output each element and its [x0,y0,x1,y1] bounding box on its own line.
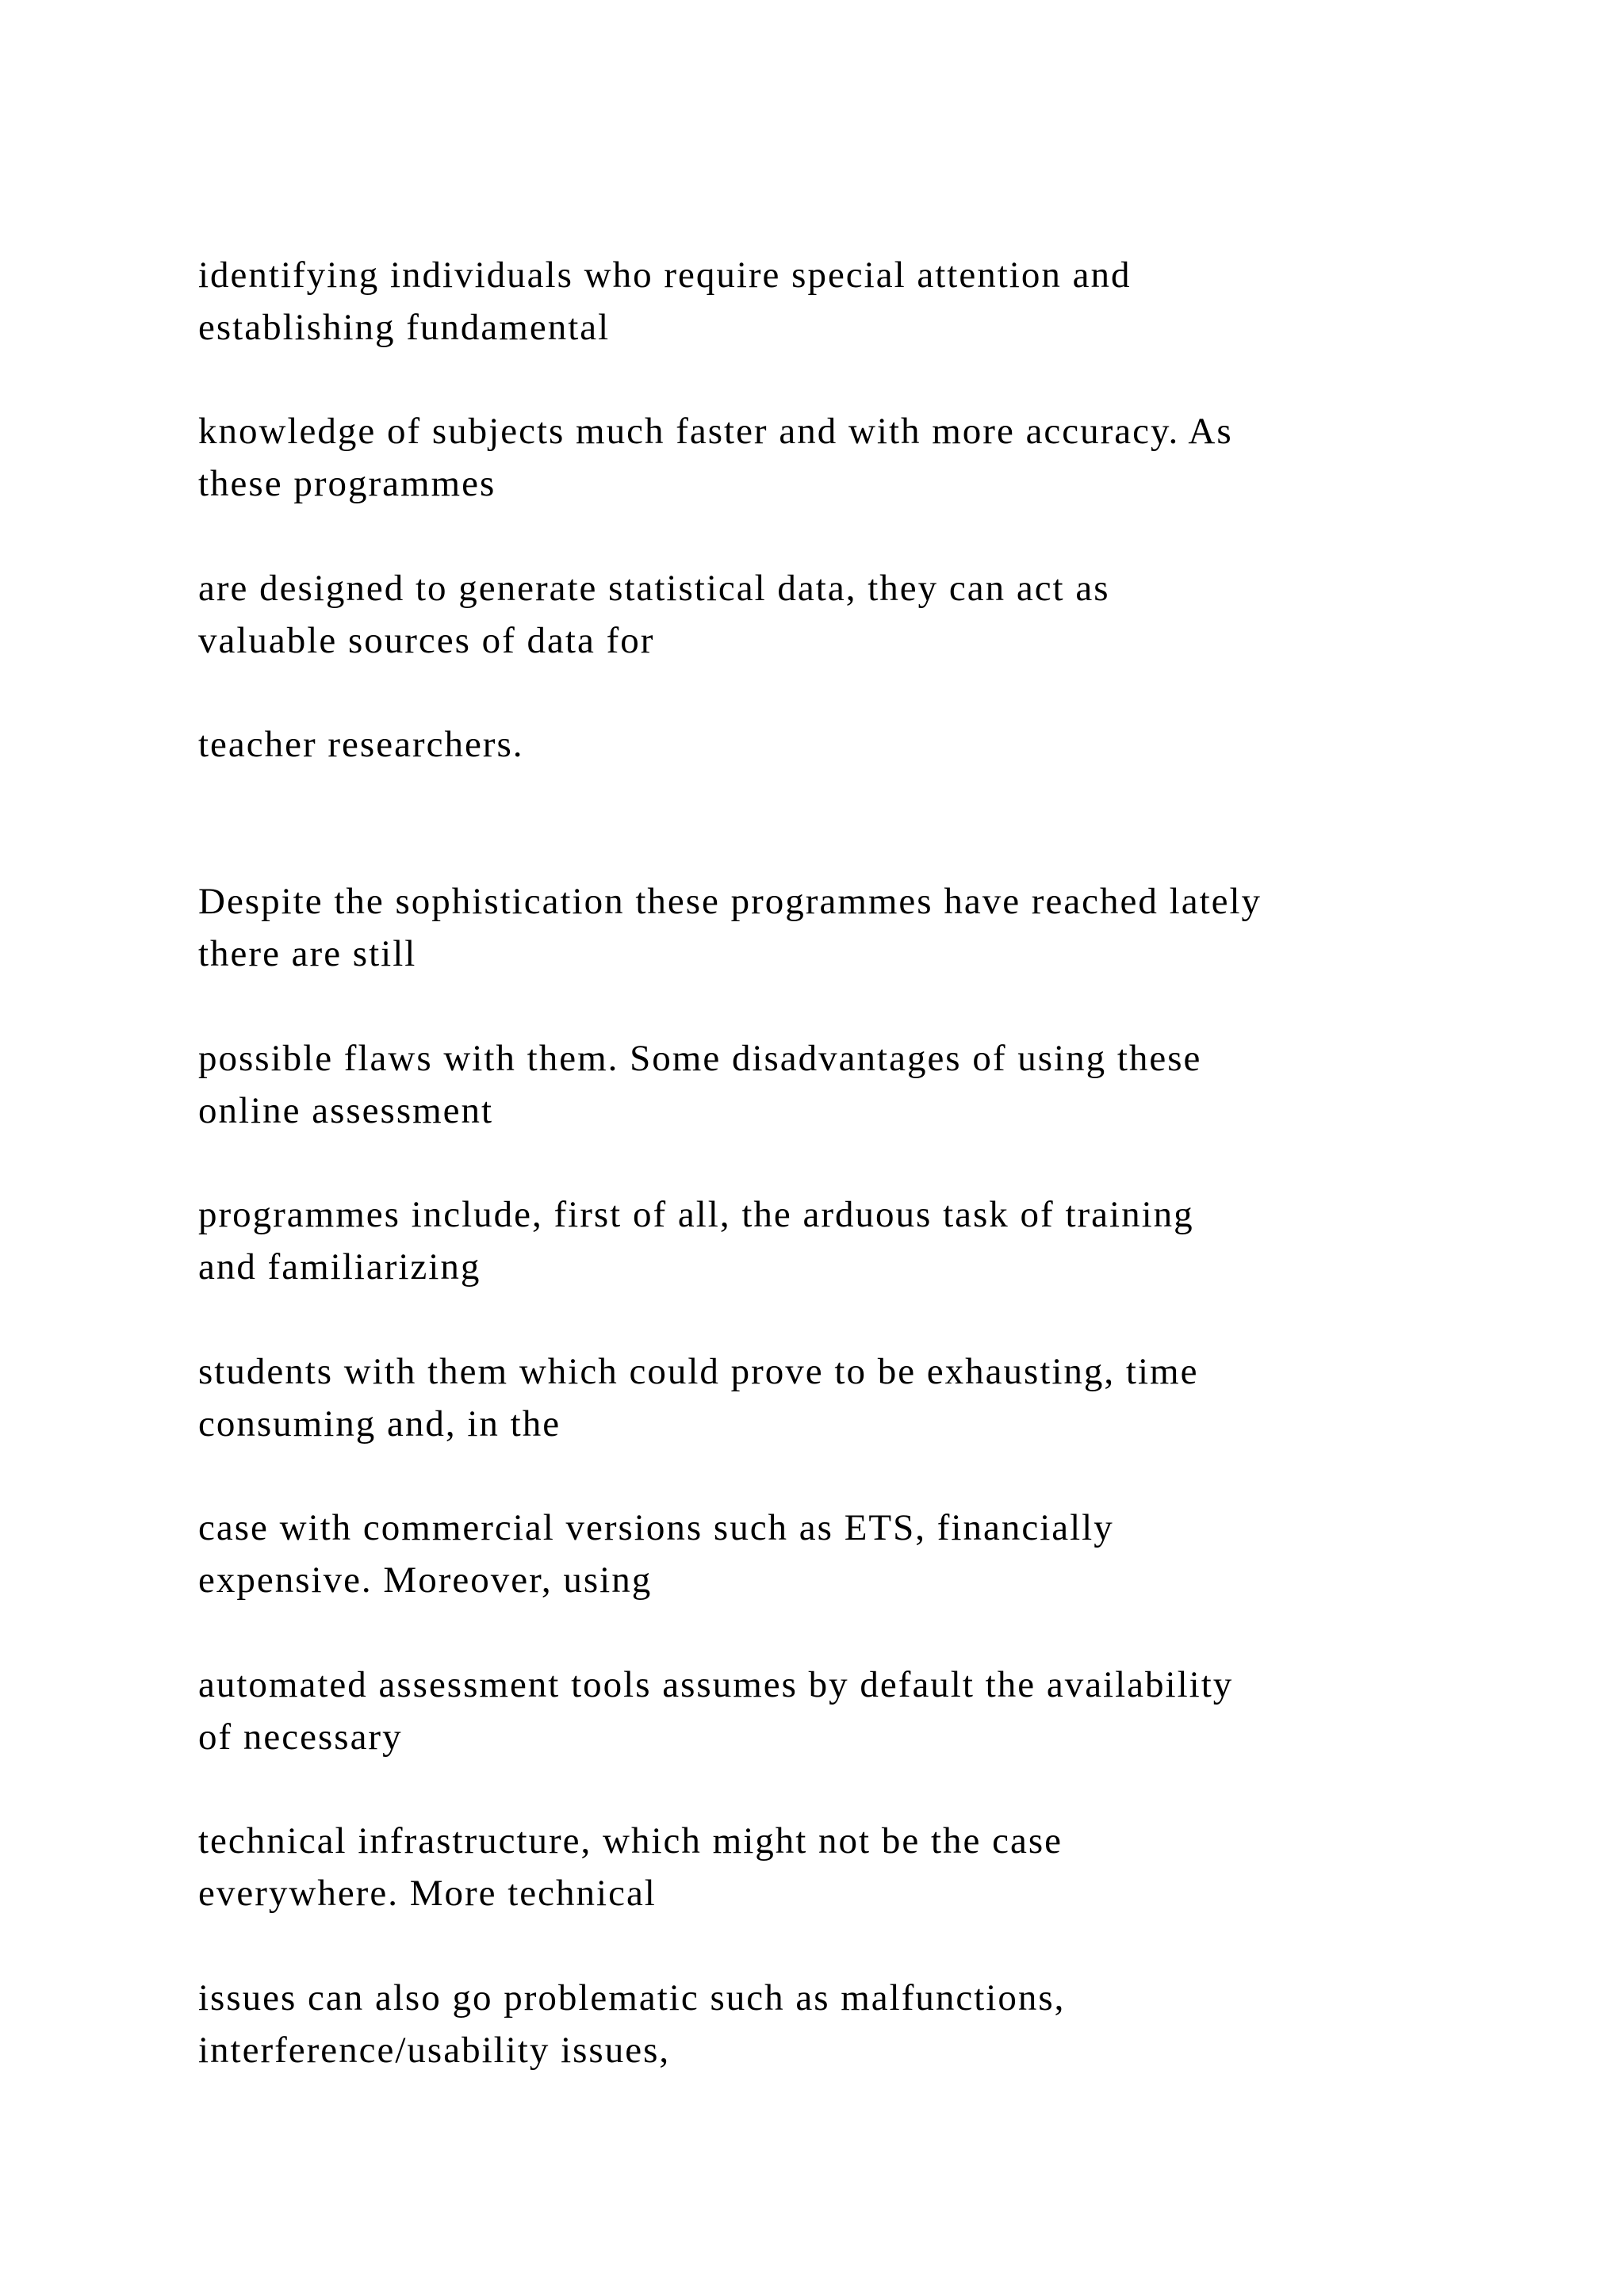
paragraph-11 [198,1815,1063,1919]
text-line: these programmes [198,463,496,504]
text-line: programmes include, first of all, the arduous task of training [198,1194,1194,1235]
paragraph-9 [198,1502,1114,1606]
paragraph-10 [198,1659,1233,1763]
text-line: teacher researchers. [198,724,524,765]
text-line: students with them which could prove to be exhausting, time [198,1351,1199,1392]
text-line: expensive. Moreover, using [198,1559,653,1601]
text-line: establishing fundamental [198,307,611,348]
paragraph-8 [198,1345,1198,1450]
text-line: technical infrastructure, which might not be the case [198,1820,1063,1862]
text-line: automated assessment tools assumes by default the availability [198,1664,1234,1705]
text-line: case with commercial versions such as ETS, financially [198,1507,1114,1548]
text-line: identifying individuals who require special attention and [198,254,1132,296]
paragraph-7 [198,1188,1194,1293]
paragraph-4 [198,718,524,771]
paragraph-5 [198,875,1262,980]
paragraph-1 [198,249,1131,354]
text-line: online assessment [198,1090,494,1131]
text-line: valuable sources of data for [198,620,655,661]
text-line: of necessary [198,1716,403,1758]
text-line: Despite the sophistication these programmes have reached lately [198,881,1262,922]
paragraph-6 [198,1032,1201,1137]
text-line: interference/usability issues, [198,2030,671,2071]
text-line: and familiarizing [198,1246,481,1288]
text-line: there are still [198,933,417,974]
text-line: are designed to generate statistical data, they can act as [198,568,1110,609]
text-line: consuming and, in the [198,1403,561,1445]
text-line: knowledge of subjects much faster and with more accuracy. As [198,411,1233,452]
paragraph-3 [198,562,1110,667]
paragraph-12 [198,1972,1065,2076]
text-line: everywhere. More technical [198,1873,657,1914]
paragraph-2 [198,405,1233,510]
text-line: issues can also go problematic such as malfunctions, [198,1977,1066,2019]
text-line: possible flaws with them. Some disadvantages of using these [198,1038,1202,1079]
